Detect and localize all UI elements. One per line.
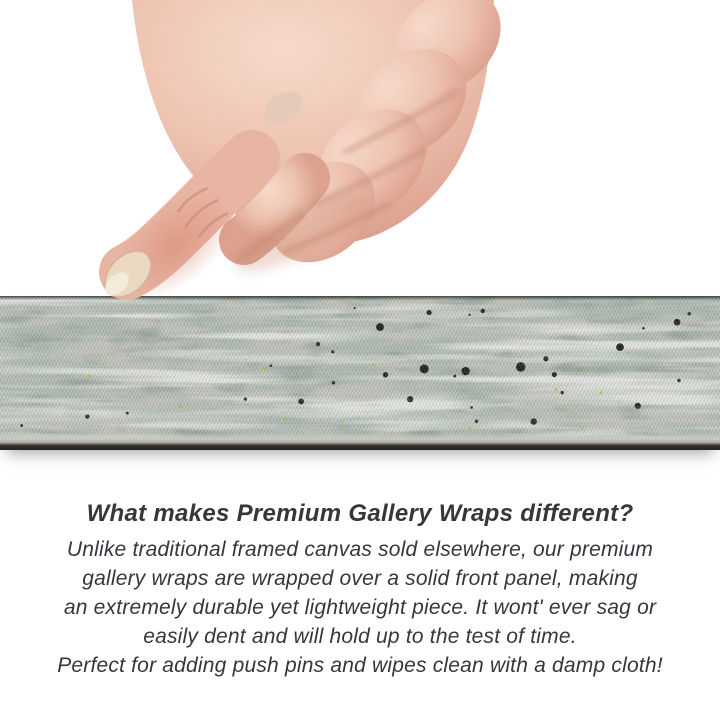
speckle [618, 402, 620, 404]
speckle [519, 355, 522, 358]
speckle [642, 327, 645, 330]
speckle [383, 372, 388, 377]
caption-line: easily dent and will hold up to the test of time. [143, 625, 577, 648]
speckle [316, 342, 320, 346]
caption-heading: What makes Premium Gallery Wraps different? [86, 500, 634, 527]
speckle [396, 419, 398, 421]
caption-line: Unlike traditional framed canvas sold elsewhere, our premium [66, 538, 654, 561]
speckle [97, 363, 99, 365]
canvas-edge-photo [0, 296, 720, 450]
speckle [616, 343, 624, 351]
speckle [627, 351, 630, 354]
speckle [453, 375, 456, 378]
speckle [341, 420, 344, 423]
speckle [543, 356, 548, 361]
speckle [298, 398, 304, 404]
speckle [635, 403, 641, 409]
caption [0, 500, 720, 680]
caption-line: an extremely durable yet lightweight piece. It wont' ever sag or [63, 596, 657, 619]
speckle [245, 359, 247, 361]
speckle [407, 396, 413, 402]
speckle [126, 412, 129, 415]
speckle [470, 406, 473, 409]
speckle [331, 350, 334, 353]
speckle [468, 427, 471, 430]
speckle [581, 427, 584, 430]
speckle [191, 363, 193, 365]
speckle [332, 381, 335, 384]
speckle [372, 364, 375, 367]
canvas-paint-texture [0, 296, 720, 450]
speckle [85, 415, 89, 419]
speckle [244, 397, 247, 400]
speckle [270, 364, 273, 367]
speckle [461, 367, 469, 375]
speckle [570, 411, 573, 414]
speckle [560, 391, 563, 394]
speckle [178, 405, 182, 409]
speckle [20, 424, 23, 427]
speckle [531, 418, 537, 424]
caption-line: gallery wraps are wrapped over a solid front panel, making [82, 567, 638, 590]
speckle [552, 372, 557, 377]
speckle [283, 417, 286, 420]
caption-body [0, 535, 720, 680]
speckle [263, 367, 267, 371]
speckle [583, 369, 586, 372]
speckle [420, 364, 429, 373]
speckle [516, 362, 525, 371]
speckle [688, 312, 691, 315]
canvas-bottom-edge [0, 433, 720, 450]
speckle [468, 314, 470, 316]
speckle [88, 375, 91, 378]
caption-line: Perfect for adding push pins and wipes clean with a damp cloth! [57, 654, 663, 677]
speckle [475, 420, 478, 423]
speckle [506, 401, 508, 403]
speckle [674, 319, 681, 326]
speckle [554, 388, 557, 391]
speckle [677, 379, 680, 382]
speckle [376, 323, 384, 331]
speckle [599, 391, 602, 394]
hand-pressing-thumb-photo [0, 0, 720, 312]
